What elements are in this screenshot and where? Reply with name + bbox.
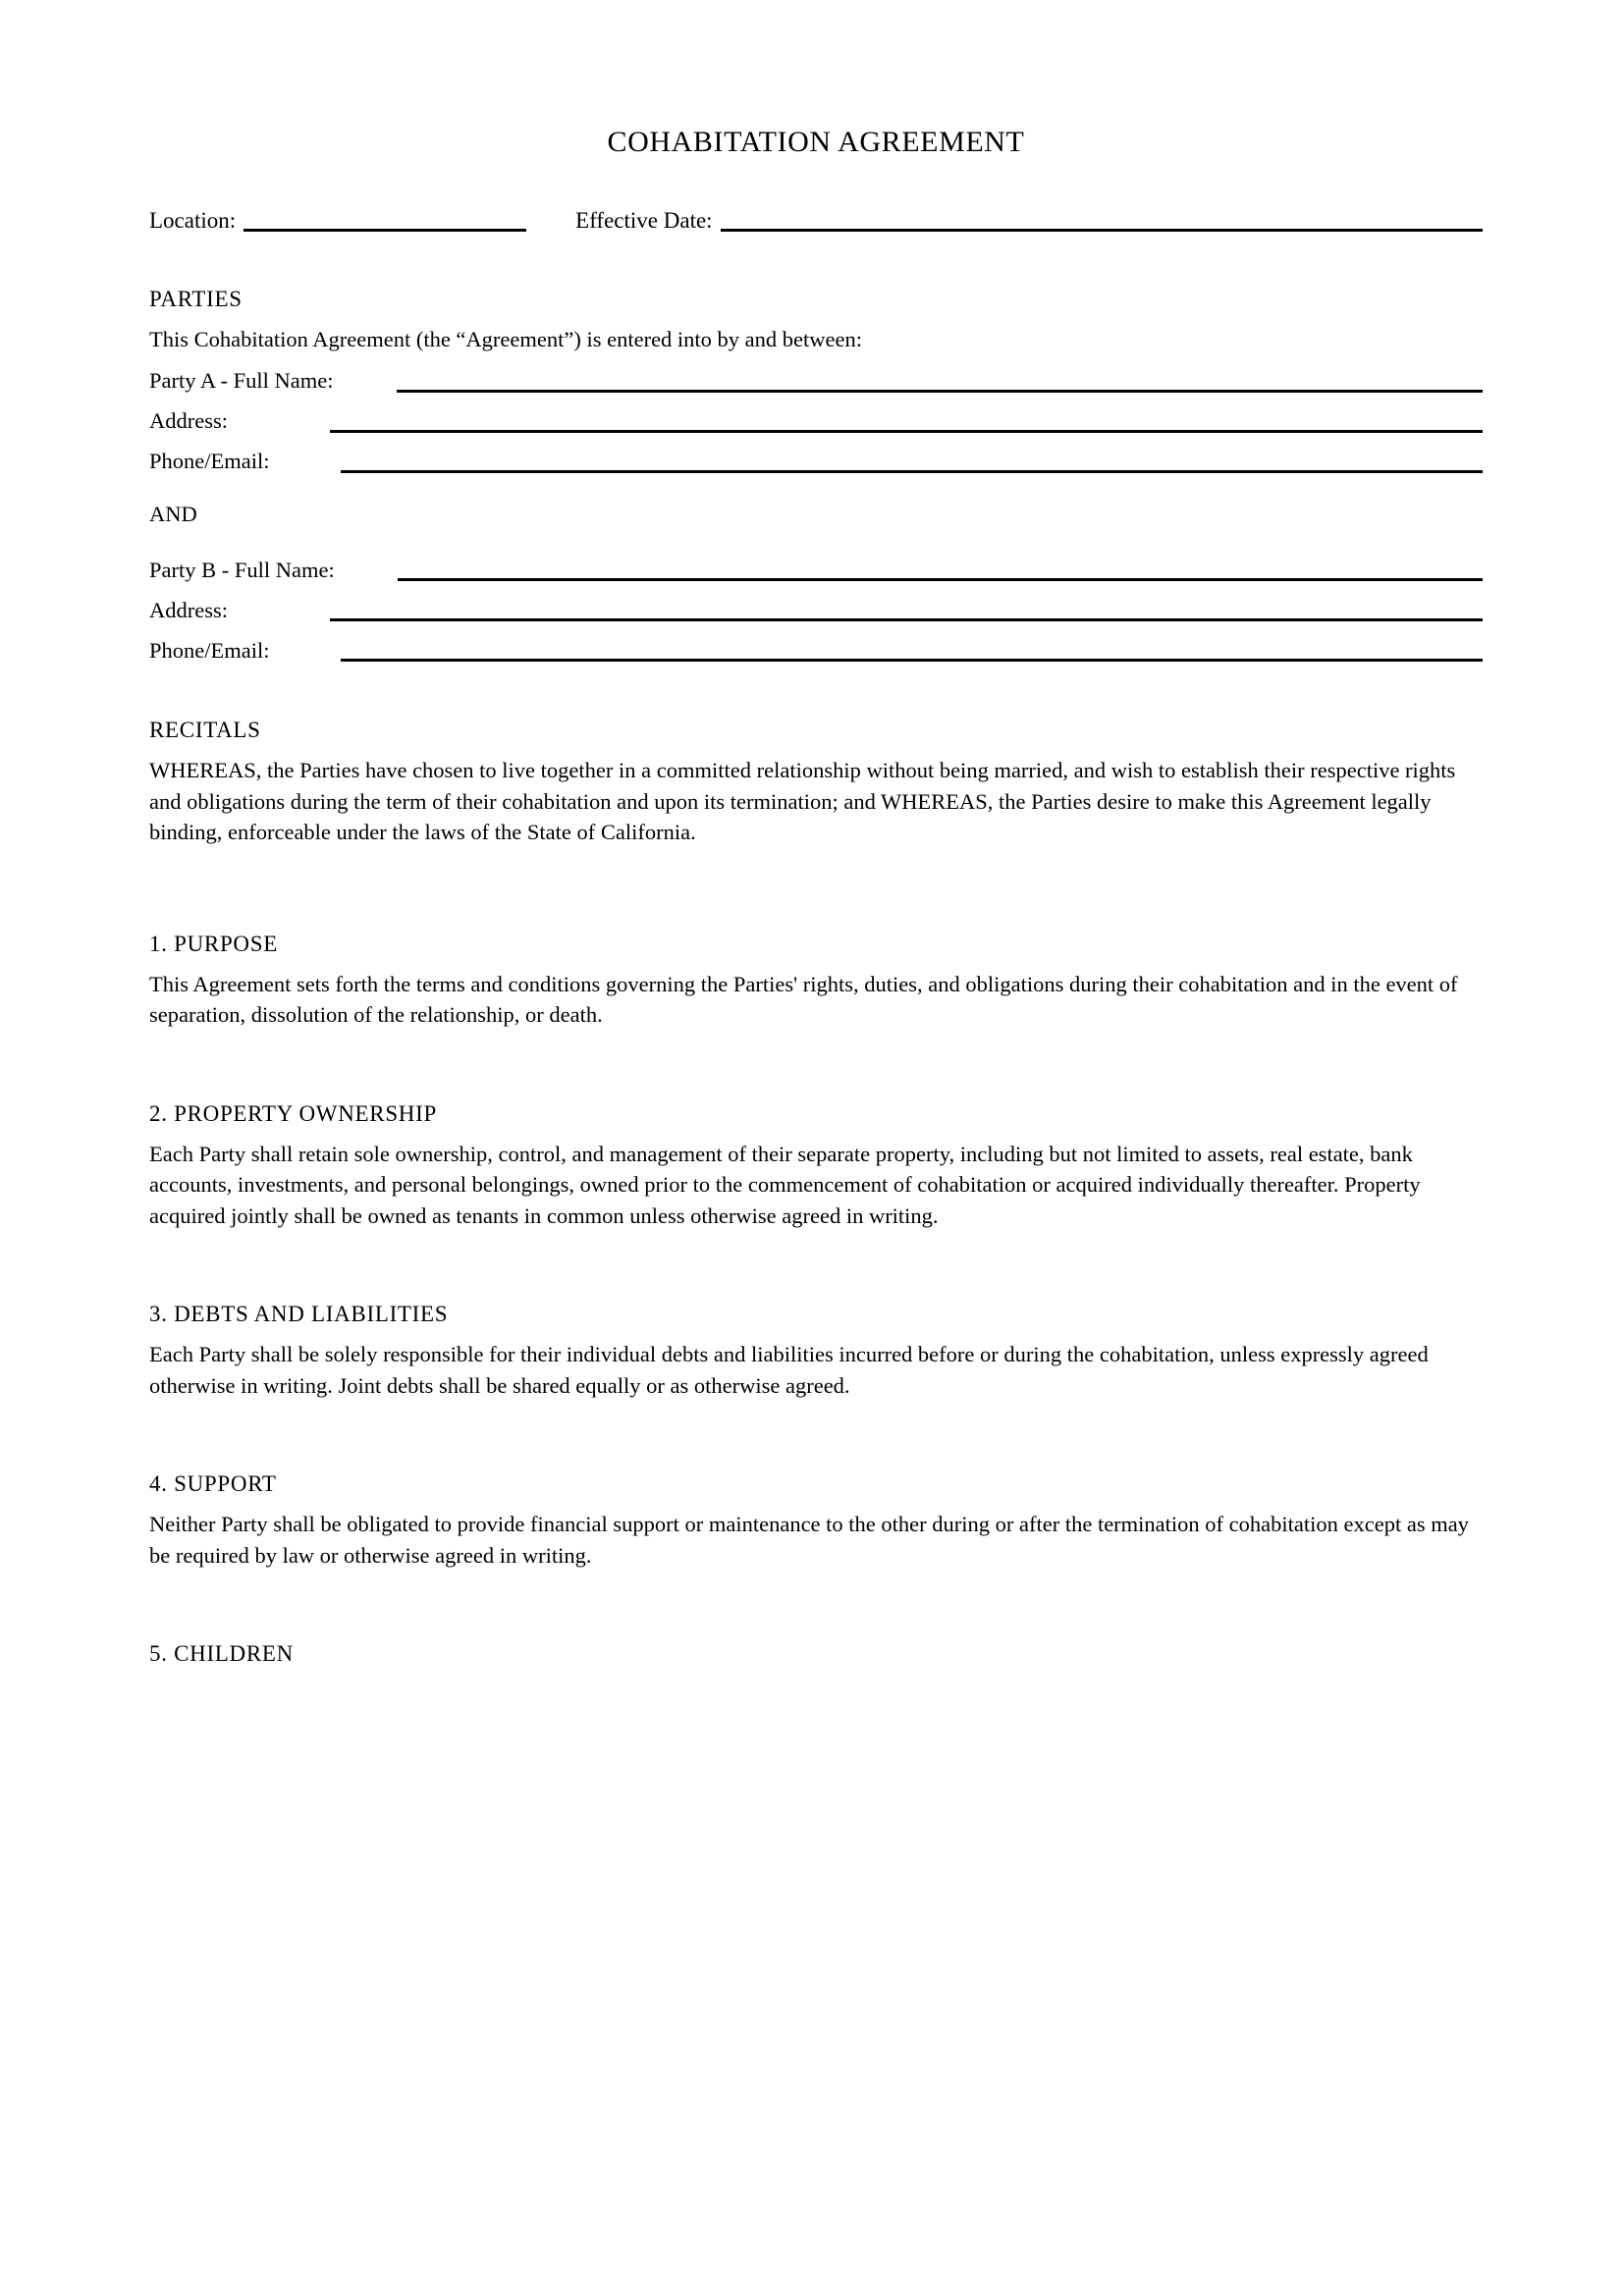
party-b-block [149, 553, 1483, 665]
section-property-ownership-body: Each Party shall retain sole ownership, control, and management of their separate property, including but not limited to assets, real estate, bank accounts, investments, and personal belongings, owned prior to the commencement of cohabitation or acquired individually thereafter. Property acquired jointly shall be owned as tenants in common unless otherwise agreed in writing. [149, 1141, 1421, 1228]
party-b-name-label: Party B - Full Name: [149, 557, 335, 582]
section-support [149, 1468, 1483, 1571]
section-children [149, 1638, 1483, 1669]
effective-date-input-rule[interactable] [721, 229, 1483, 232]
location-input-rule[interactable] [244, 229, 526, 232]
party-a-contact-row [149, 445, 1483, 476]
recitals-text: WHEREAS, the Parties have chosen to live together in a committed relationship without being married, and wish to establish their respective rights and obligations during the term of their cohabitation and upon its termination; and WHEREAS, the Parties desire to make this Agreement legally binding, enforceable under the laws of the State of California. [149, 758, 1456, 845]
party-b-name-input-rule[interactable] [398, 578, 1483, 581]
section-children-heading: 5. CHILDREN [149, 1641, 294, 1667]
party-a-address-row [149, 404, 1483, 436]
section-purpose-body: This Agreement sets forth the terms and conditions governing the Parties' rights, duties, and obligations during their cohabitation and in the event of separation, dissolution of the relationship, or death. [149, 971, 1458, 1028]
party-a-contact-label: Phone/Email: [149, 449, 270, 474]
party-a-name-label: Party A - Full Name: [149, 368, 334, 394]
party-b-contact-input-rule[interactable] [341, 659, 1484, 662]
parties-heading: PARTIES [149, 287, 243, 311]
header-meta-row [149, 204, 1483, 234]
party-a-address-input-rule[interactable] [330, 430, 1483, 433]
party-b-address-label: Address: [149, 597, 228, 622]
parties-intro-text: This Cohabitation Agreement (the “Agreement”) is entered into by and between: [149, 327, 863, 352]
party-b-contact-label: Phone/Email: [149, 637, 270, 663]
section-purpose-heading: 1. PURPOSE [149, 931, 278, 956]
party-b-address-input-rule[interactable] [330, 618, 1483, 621]
party-b-address-row [149, 593, 1483, 624]
effective-date-label: Effective Date: [575, 208, 713, 233]
section-support-heading: 4. SUPPORT [149, 1471, 277, 1497]
party-b-contact-row [149, 633, 1483, 665]
location-label: Location: [149, 208, 237, 233]
section-property-ownership-heading: 2. PROPERTY OWNERSHIP [149, 1100, 437, 1126]
page-title: COHABITATION AGREEMENT [607, 126, 1025, 158]
party-a-name-input-rule[interactable] [397, 390, 1484, 393]
recitals-heading: RECITALS [149, 718, 261, 743]
party-a-address-label: Address: [149, 408, 228, 434]
parties-conjunction: AND [149, 501, 197, 526]
section-purpose [149, 929, 1483, 1031]
party-a-name-row [149, 364, 1483, 396]
section-debts-liabilities-body: Each Party shall be solely responsible for their individual debts and liabilities incurred before or during the cohabitation, unless expressly agreed otherwise in writing. Joint debts shall be shared equally or as otherwise agreed. [149, 1342, 1429, 1398]
section-debts-liabilities [149, 1299, 1483, 1401]
page-content [149, 0, 1483, 1669]
party-b-name-row [149, 553, 1483, 584]
section-property-ownership [149, 1098, 1483, 1232]
section-support-body: Neither Party shall be obligated to provide financial support or maintenance to the other during or after the termination of cohabitation except as may be required by law or otherwise agreed in writing. [149, 1512, 1469, 1568]
party-a-contact-input-rule[interactable] [341, 470, 1484, 473]
section-debts-liabilities-heading: 3. DEBTS AND LIABILITIES [149, 1302, 449, 1327]
